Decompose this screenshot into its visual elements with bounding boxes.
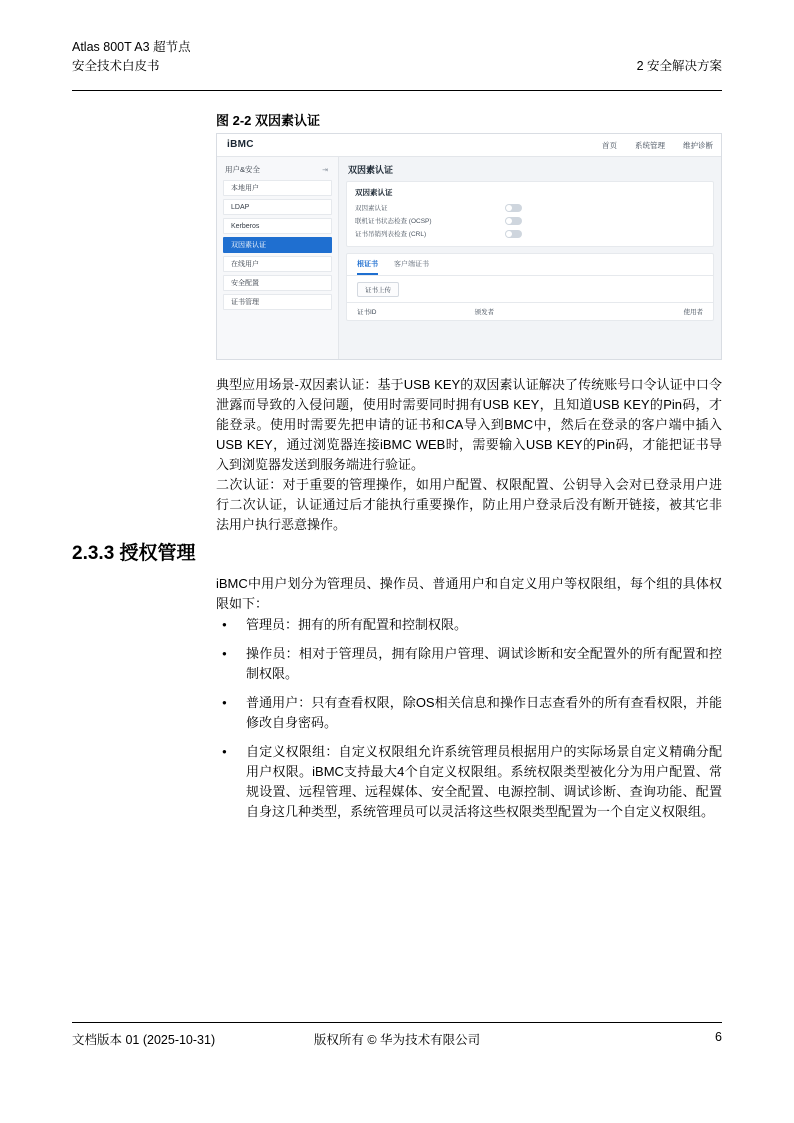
paragraph-secondary-auth: 二次认证：对于重要的管理操作，如用户配置、权限配置、公钥导入会对已登录用户进行二次认证，认证通过后才能执行重要操作，防止用户登录后没有断开链接，被其它非法用户执行恶意操作。 xyxy=(216,477,722,532)
footer-divider xyxy=(72,1022,722,1023)
header-doc-title xyxy=(72,38,191,76)
ibmc-body xyxy=(217,157,721,360)
footer-version: 文档版本 01 (2025-10-31) xyxy=(72,1033,216,1047)
sidebar-item-two-factor-auth[interactable]: 双因素认证 xyxy=(223,237,332,253)
sidebar-title-row xyxy=(223,162,332,180)
paragraph-permission-groups-intro: iBMC中用户划分为管理员、操作员、普通用户和自定义用户等权限组，每个组的具体权限如下： xyxy=(216,576,722,611)
page-footer xyxy=(72,1030,722,1048)
ibmc-topbar xyxy=(217,134,721,157)
footer-copyright: 版权所有 © 华为技术有限公司 xyxy=(313,1033,481,1047)
column-subject: 使用者 xyxy=(683,309,703,316)
collapse-icon[interactable]: ⇥ xyxy=(322,166,328,174)
card-title: 双因素认证 xyxy=(355,188,393,197)
header-title-line1: Atlas 800T A3 超节点 xyxy=(72,40,191,54)
switch-row-ocsp xyxy=(347,214,713,227)
figure-caption: 图 2-2 双因素认证 xyxy=(216,113,321,128)
ibmc-top-navigation xyxy=(602,140,713,151)
header-divider xyxy=(72,90,722,91)
switch-row-two-factor-auth xyxy=(347,201,713,214)
footer-page-number: 6 xyxy=(715,1030,722,1044)
list-item-common-user: ● 普通用户：只有查看权限，除OS相关信息和操作日志查看外的所有查看权限，并能修改自身密码。 xyxy=(216,693,722,733)
toggle-two-factor-auth[interactable] xyxy=(505,204,522,212)
switch-label-two-factor-auth: 双因素认证 xyxy=(355,205,388,212)
sidebar-item-kerberos[interactable]: Kerberos xyxy=(223,218,332,234)
list-item-administrator: ● 管理员：拥有的所有配置和控制权限。 xyxy=(216,615,722,635)
toggle-ocsp[interactable] xyxy=(505,217,522,225)
sidebar-item-online-user[interactable]: 在线用户 xyxy=(223,256,332,272)
switch-row-crl xyxy=(347,227,713,240)
column-certificate-id: 证书ID xyxy=(357,309,377,316)
sidebar-item-local-user[interactable]: 本地用户 xyxy=(223,180,332,196)
page-header xyxy=(72,38,722,76)
ibmc-main-content xyxy=(339,157,721,360)
section-heading-authorization-management: 2.3.3 授权管理 xyxy=(72,543,196,564)
certificate-tabs xyxy=(347,254,713,276)
switch-label-crl: 证书吊销列表检查 (CRL) xyxy=(355,231,427,238)
certificate-table-header xyxy=(347,302,713,320)
paragraph-typical-scenario: 典型应用场景-双因素认证：基于USB KEY的双因素认证解决了传统账号口令认证中口令泄露而导致的入侵问题，使用时需要同时拥有USB KEY，且知道USB KEY的Pin码，才能登录。使用时需要先把申请的证书和CA导入到BMC中，然后在登录的客户端中插入USB KEY，通过浏览器连接iBMC WEB时，需要输入USB KEY的Pin码，才能把证书导入到浏览器发送到服务端进行验证。 xyxy=(216,377,722,472)
tab-root-certificate[interactable]: 根证书 xyxy=(357,259,378,275)
topnav-item-system-management[interactable]: 系统管理 xyxy=(635,141,665,150)
list-item-custom-group: ● 自定义权限组：自定义权限组允许系统管理员根据用户的实际场景自定义精确分配用户权限。iBMC支持最大4个自定义权限组。系统权限类型被化分为用户配置、常规设置、远程管理、远程媒体、安全配置、电源控制、调试诊断、查询功能、配置自身这几种类型，系统管理员可以灵活将这些权限类型配置为一个自定义权限组。 xyxy=(216,742,722,822)
list-item-operator: ● 操作员：相对于管理员，拥有除用户管理、调试诊断和安全配置外的所有配置和控制权限。 xyxy=(216,644,722,684)
topnav-item-maintenance-diagnosis[interactable]: 维护诊断 xyxy=(683,141,713,150)
column-issuer: 颁发者 xyxy=(474,309,495,316)
ibmc-sidebar xyxy=(217,157,339,360)
permission-group-list xyxy=(216,615,722,831)
ibmc-logo: iBMC xyxy=(227,139,254,150)
sidebar-title: 用户&安全 xyxy=(225,165,261,174)
figure-ibmc-screenshot xyxy=(216,133,722,360)
header-title-line2: 安全技术白皮书 xyxy=(72,59,160,73)
toggle-crl[interactable] xyxy=(505,230,522,238)
page-title: 双因素认证 xyxy=(348,165,394,175)
header-chapter: 2 安全解决方案 xyxy=(636,59,722,73)
sidebar-item-certificate-management[interactable]: 证书管理 xyxy=(223,294,332,310)
certificate-card xyxy=(346,253,714,321)
tab-client-certificate[interactable]: 客户端证书 xyxy=(394,261,429,268)
sidebar-item-ldap[interactable]: LDAP xyxy=(223,199,332,215)
switch-label-ocsp: 联机证书状态检查 (OCSP) xyxy=(355,218,432,225)
sidebar-item-security-config[interactable]: 安全配置 xyxy=(223,275,332,291)
topnav-item-home[interactable]: 首页 xyxy=(602,141,617,150)
two-factor-auth-card xyxy=(346,181,714,247)
upload-certificate-button[interactable]: 证书上传 xyxy=(357,282,399,297)
